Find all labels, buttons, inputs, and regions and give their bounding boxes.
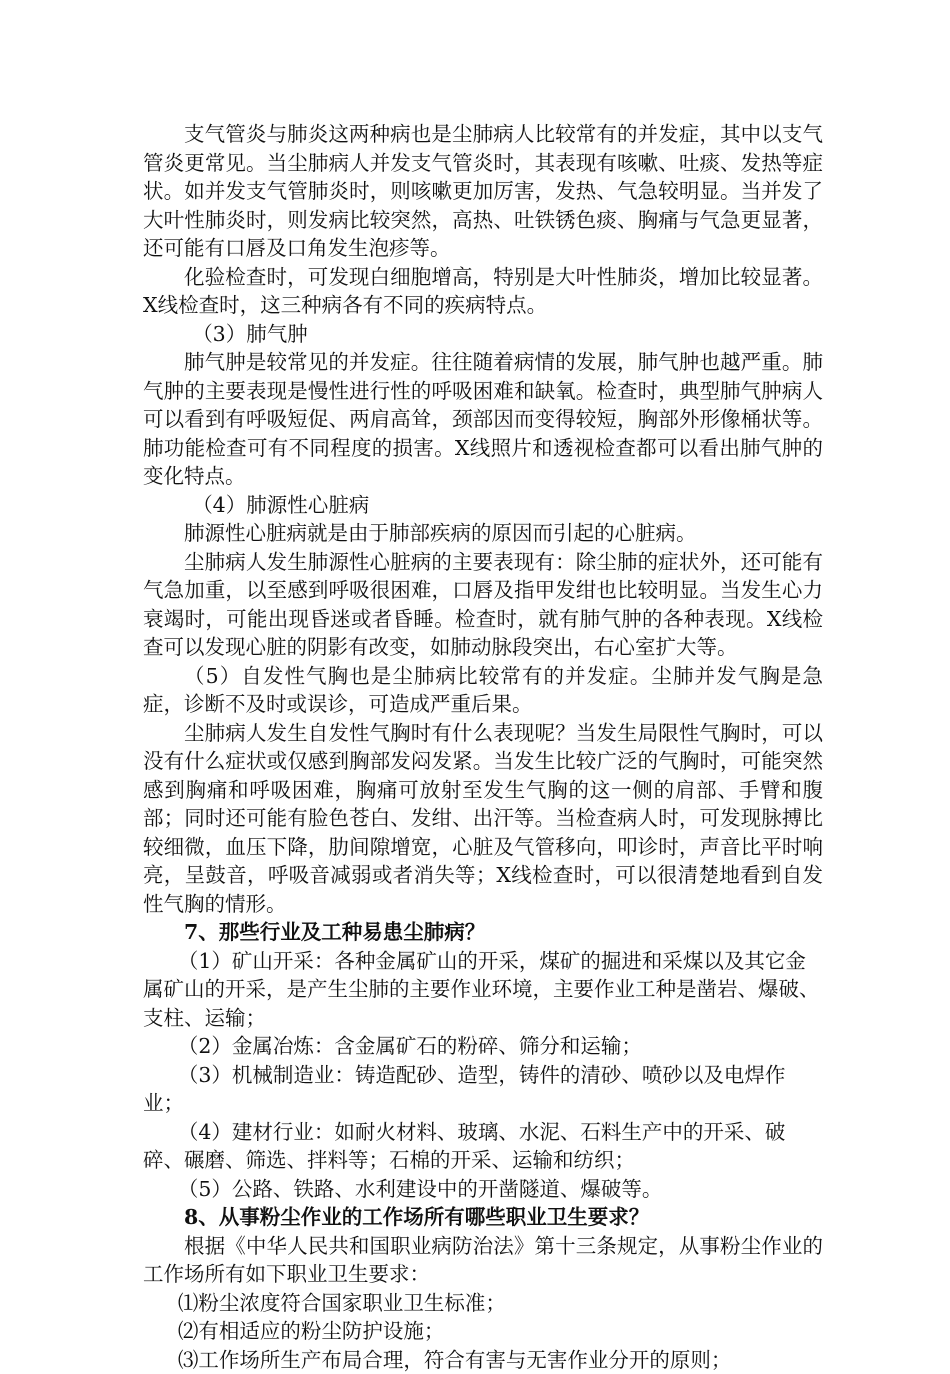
paragraph-lab-tests: 化验检查时，可发现白细胞增高，特别是大叶性肺炎，增加比较显著。X线检查时，这三种病各有不同的疾病特点。 <box>143 263 823 320</box>
list-item: （2）金属冶炼：含金属矿石的粉碎、筛分和运输； <box>143 1032 823 1061</box>
list-item: ⑶工作场所生产布局合理，符合有害与无害作业分开的原则； <box>143 1346 823 1374</box>
paragraph-pneumothorax: （5）自发性气胸也是尘肺病比较常有的并发症。尘肺并发气胸是急症，诊断不及时或误诊，可造成严重后果。 <box>143 662 823 719</box>
list-item: （1）矿山开采：各种金属矿山的开采，煤矿的掘进和采煤以及其它金属矿山的开采，是产生尘肺的主要作业环境，主要作业工种是凿岩、爆破、支柱、运输； <box>143 947 823 1033</box>
list-item: ⑴粉尘浓度符合国家职业卫生标准； <box>143 1289 823 1318</box>
document-page <box>143 120 823 1374</box>
section-8-heading: 8、从事粉尘作业的工作场所有哪些职业卫生要求？ <box>143 1203 823 1232</box>
section-7-heading: 7、那些行业及工种易患尘肺病？ <box>143 918 823 947</box>
subheading-emphysema: （3）肺气肿 <box>143 320 823 349</box>
paragraph-bronchitis-pneumonia: 支气管炎与肺炎这两种病也是尘肺病人比较常有的并发症，其中以支气管炎更常见。当尘肺病人并发支气管炎时，其表现有咳嗽、吐痰、发热等症状。如并发支气管肺炎时，则咳嗽更加厉害，发热、气急较明显。当并发了大叶性肺炎时，则发病比较突然，高热、吐铁锈色痰、胸痛与气急更显著，还可能有口唇及口角发生泡疹等。 <box>143 120 823 263</box>
paragraph-cor-pulmonale-symptoms: 尘肺病人发生肺源性心脏病的主要表现有：除尘肺的症状外，还可能有气急加重，以至感到呼吸很困难，口唇及指甲发绀也比较明显。当发生心力衰竭时，可能出现昏迷或者昏睡。检查时，就有肺气肿的各种表现。X线检查可以发现心脏的阴影有改变，如肺动脉段突出，右心室扩大等。 <box>143 548 823 662</box>
subheading-cor-pulmonale: （4）肺源性心脏病 <box>143 491 823 520</box>
paragraph-emphysema: 肺气肿是较常见的并发症。往往随着病情的发展，肺气肿也越严重。肺气肿的主要表现是慢性进行性的呼吸困难和缺氧。检查时，典型肺气肿病人可以看到有呼吸短促、两肩高耸，颈部因而变得较短，胸部外形像桶状等。肺功能检查可有不同程度的损害。X线照片和透视检查都可以看出肺气肿的变化特点。 <box>143 348 823 491</box>
list-item: （4）建材行业：如耐火材料、玻璃、水泥、石料生产中的开采、破碎、碾磨、筛选、拌料等；石棉的开采、运输和纺织； <box>143 1118 823 1175</box>
paragraph-cor-pulmonale-definition: 肺源性心脏病就是由于肺部疾病的原因而引起的心脏病。 <box>143 519 823 548</box>
list-item: ⑵有相适应的粉尘防护设施； <box>143 1317 823 1346</box>
section-8-intro: 根据《中华人民共和国职业病防治法》第十三条规定，从事粉尘作业的工作场所有如下职业卫生要求： <box>143 1232 823 1289</box>
list-item: （3）机械制造业：铸造配砂、造型，铸件的清砂、喷砂以及电焊作业； <box>143 1061 823 1118</box>
paragraph-pneumothorax-symptoms: 尘肺病人发生自发性气胸时有什么表现呢？当发生局限性气胸时，可以没有什么症状或仅感到胸部发闷发紧。当发生比较广泛的气胸时，可能突然感到胸痛和呼吸困难，胸痛可放射至发生气胸的这一侧的肩部、手臂和腹部；同时还可能有脸色苍白、发绀、出汗等。当检查病人时，可发现脉搏比较细微，血压下降，肋间隙增宽，心脏及气管移向，叩诊时，声音比平时响亮，呈鼓音，呼吸音减弱或者消失等；X线检查时，可以很清楚地看到自发性气胸的情形。 <box>143 719 823 919</box>
list-item: （5）公路、铁路、水利建设中的开凿隧道、爆破等。 <box>143 1175 823 1204</box>
